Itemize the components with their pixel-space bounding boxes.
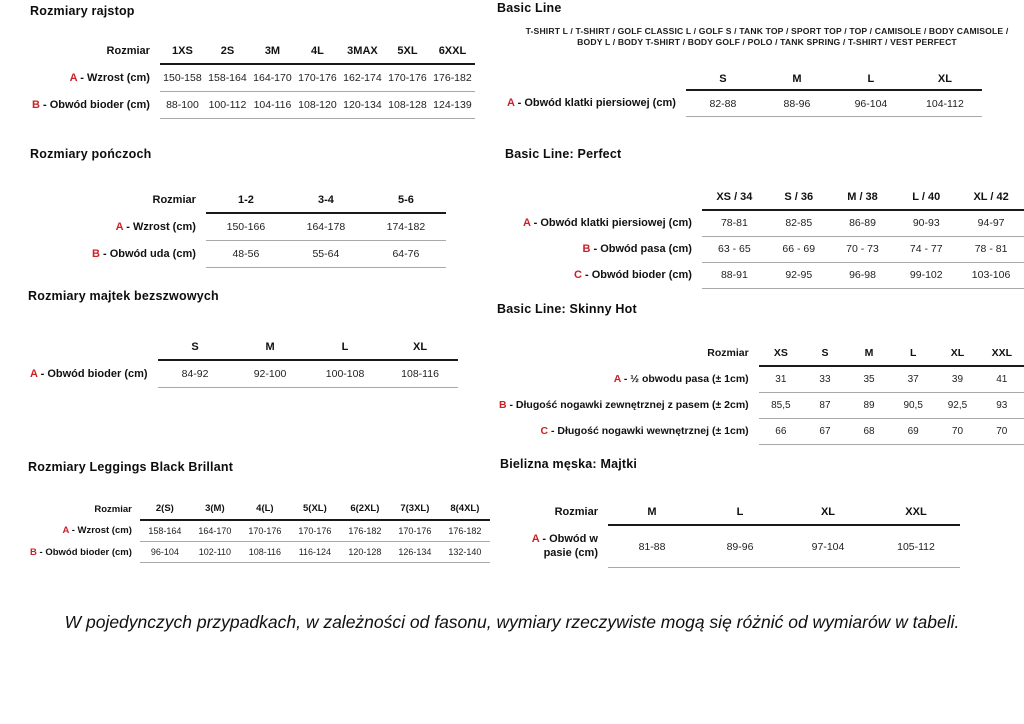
column-header: L <box>696 499 784 525</box>
row-label: A - Obwód w pasie (cm) <box>531 533 598 560</box>
cell-value: 85,5 <box>759 392 803 418</box>
cell-value: 120-128 <box>340 542 390 563</box>
column-header: 3M <box>250 38 295 64</box>
cell-value: 68 <box>847 418 891 444</box>
cell-value: 70 - 73 <box>831 236 895 262</box>
section-rozmiary-leggings <box>28 460 490 563</box>
row-letter: A <box>69 71 78 84</box>
table-row <box>521 210 1024 236</box>
cell-value: 33 <box>803 366 847 392</box>
cell-value: 170-176 <box>390 520 440 542</box>
table-corner-label: Rozmiar <box>554 506 598 518</box>
row-label: C - Długość nogawki wewnętrznej (± 1cm) <box>540 425 749 437</box>
cell-value: 81-88 <box>608 525 696 568</box>
cell-value: 66 <box>759 418 803 444</box>
column-header: 3(M) <box>190 498 240 520</box>
table-row <box>497 366 1024 392</box>
cell-value: 39 <box>935 366 979 392</box>
table-row <box>30 92 475 119</box>
cell-value: 97-104 <box>784 525 872 568</box>
row-letter: A <box>531 533 540 545</box>
column-header: M <box>608 499 696 525</box>
cell-value: 64-76 <box>366 241 446 268</box>
header-row <box>505 69 982 90</box>
size-table <box>28 498 490 563</box>
column-header: 8(4XL) <box>440 498 490 520</box>
table-row <box>28 360 458 388</box>
cell-value: 126-134 <box>390 542 440 563</box>
cell-value: 90,5 <box>891 392 935 418</box>
row-letter: A <box>30 367 38 380</box>
cell-value: 63 - 65 <box>702 236 767 262</box>
leggings-size-table <box>28 498 490 563</box>
cell-value: 70 <box>980 418 1024 444</box>
table-corner-label: Rozmiar <box>152 194 196 206</box>
section-rozmiary-ponczoch <box>30 147 446 268</box>
cell-value: 31 <box>759 366 803 392</box>
cell-value: 162-174 <box>340 64 385 92</box>
cell-value: 103-106 <box>958 262 1024 288</box>
section-rozmiary-majtek-bezszwowych <box>28 289 458 388</box>
cell-value: 170-176 <box>240 520 290 542</box>
seamless-briefs-size-table <box>28 335 458 388</box>
header-row <box>497 340 1024 366</box>
table-row <box>28 520 490 542</box>
cell-value: 90-93 <box>894 210 958 236</box>
column-header: 4L <box>295 38 340 64</box>
basic-line-product-list: T-SHIRT L / T-SHIRT / GOLF CLASSIC L / GOLF S / TANK TOP / SPORT TOP / TOP / CAMISOLE / BODY CAMISOLE / BODY L / BODY T-SHIRT / BODY GOLF / POLO / TANK SPRING / T-SHIRT / VEST PERFECT <box>525 26 1009 47</box>
cell-value: 92,5 <box>935 392 979 418</box>
cell-value: 170-176 <box>385 64 430 92</box>
cell-value: 174-182 <box>366 213 446 241</box>
column-header: XL <box>908 69 982 90</box>
cell-value: 108-128 <box>385 92 430 119</box>
cell-value: 78-81 <box>702 210 767 236</box>
row-letter: A <box>507 97 515 110</box>
cell-value: 70 <box>935 418 979 444</box>
section-title: Bielizna męska: Majtki <box>500 457 638 471</box>
column-header: S <box>686 69 760 90</box>
header-row <box>28 498 490 520</box>
column-header: XL <box>935 340 979 366</box>
table-corner-label <box>505 69 686 90</box>
row-label: A - ½ obwodu pasa (± 1cm) <box>613 373 749 385</box>
skinny-hot-size-table <box>497 340 1024 445</box>
table-row <box>90 241 446 268</box>
column-header: XS / 34 <box>702 185 767 210</box>
table-row <box>506 525 960 568</box>
section-title: Rozmiary rajstop <box>30 4 135 18</box>
cell-value: 116-124 <box>290 542 340 563</box>
section-title: Basic Line <box>497 1 562 15</box>
basic-line-size-table <box>505 69 1017 117</box>
cell-value: 176-182 <box>340 520 390 542</box>
table-row <box>497 418 1024 444</box>
row-letter: B <box>582 243 591 255</box>
column-header: M / 38 <box>831 185 895 210</box>
column-header: 6XXL <box>430 38 475 64</box>
column-header: S / 36 <box>767 185 831 210</box>
size-table <box>28 335 458 388</box>
row-label: A - Obwód klatki piersiowej (cm) <box>507 97 676 110</box>
cell-value: 132-140 <box>440 542 490 563</box>
column-header: 7(3XL) <box>390 498 440 520</box>
cell-value: 92-100 <box>233 360 308 388</box>
section-title: Basic Line: Skinny Hot <box>497 302 637 316</box>
table-row <box>28 542 490 563</box>
section-basic-line <box>497 1 1017 117</box>
table-corner-label <box>28 335 158 360</box>
cell-value: 102-110 <box>190 542 240 563</box>
cell-value: 94-97 <box>958 210 1024 236</box>
cell-value: 158-164 <box>205 64 250 92</box>
column-header: XL <box>784 499 872 525</box>
cell-value: 150-166 <box>206 213 286 241</box>
cell-value: 88-96 <box>760 90 834 116</box>
cell-value: 120-134 <box>340 92 385 119</box>
row-letter: B <box>30 546 37 558</box>
row-label: B - Obwód bioder (cm) <box>30 546 132 558</box>
size-table <box>30 38 475 119</box>
cell-value: 88-91 <box>702 262 767 288</box>
cell-value: 41 <box>980 366 1024 392</box>
cell-value: 96-98 <box>831 262 895 288</box>
column-header: 5(XL) <box>290 498 340 520</box>
cell-value: 69 <box>891 418 935 444</box>
section-title: Rozmiary majtek bezszwowych <box>28 289 219 303</box>
row-letter: A <box>115 220 124 233</box>
table-corner-label: Rozmiar <box>94 503 132 515</box>
cell-value: 84-92 <box>158 360 233 388</box>
section-basic-line-perfect <box>505 147 1024 289</box>
table-row <box>90 213 446 241</box>
stockings-size-table <box>60 187 446 268</box>
size-table <box>521 185 1024 289</box>
size-table <box>505 69 982 117</box>
size-table <box>90 187 446 268</box>
table-corner-label <box>521 185 702 210</box>
cell-value: 104-112 <box>908 90 982 116</box>
row-label: B - Obwód bioder (cm) <box>32 99 150 111</box>
table-row <box>30 64 475 92</box>
section-rozmiary-rajstop <box>30 4 475 119</box>
cell-value: 88-100 <box>160 92 205 119</box>
cell-value: 170-176 <box>295 64 340 92</box>
column-header: S <box>803 340 847 366</box>
row-label: B - Obwód pasa (cm) <box>582 243 692 255</box>
cell-value: 86-89 <box>831 210 895 236</box>
column-header: 3-4 <box>286 187 366 213</box>
row-label: A - Obwód klatki piersiowej (cm) <box>523 217 692 229</box>
column-header: L <box>891 340 935 366</box>
cell-value: 74 - 77 <box>894 236 958 262</box>
cell-value: 105-112 <box>872 525 960 568</box>
cell-value: 35 <box>847 366 891 392</box>
perfect-size-table <box>521 185 1024 289</box>
cell-value: 108-116 <box>240 542 290 563</box>
row-label: A - Obwód bioder (cm) <box>30 367 148 380</box>
column-header: XXL <box>980 340 1024 366</box>
cell-value: 48-56 <box>206 241 286 268</box>
size-table <box>497 340 1024 445</box>
cell-value: 108-116 <box>383 360 458 388</box>
row-label: B - Długość nogawki zewnętrznej z pasem (± 2cm) <box>499 399 749 411</box>
cell-value: 78 - 81 <box>958 236 1024 262</box>
cell-value: 96-104 <box>834 90 908 116</box>
table-corner-label: Rozmiar <box>106 45 150 57</box>
cell-value: 66 - 69 <box>767 236 831 262</box>
cell-value: 176-182 <box>440 520 490 542</box>
column-header: XL <box>383 335 458 360</box>
column-header: 6(2XL) <box>340 498 390 520</box>
row-letter: B <box>499 399 507 411</box>
column-header: L <box>308 335 383 360</box>
table-corner-label: Rozmiar <box>707 347 749 359</box>
header-row <box>521 185 1024 210</box>
cell-value: 164-170 <box>190 520 240 542</box>
column-header: 3MAX <box>340 38 385 64</box>
column-header: M <box>847 340 891 366</box>
row-label: B - Obwód uda (cm) <box>92 248 196 260</box>
row-letter: C <box>540 425 549 437</box>
header-row <box>28 335 458 360</box>
row-label: A - Wzrost (cm) <box>115 220 196 233</box>
column-header: XS <box>759 340 803 366</box>
section-title: Rozmiary Leggings Black Brillant <box>28 460 234 474</box>
header-row <box>90 187 446 213</box>
column-header: 1XS <box>160 38 205 64</box>
cell-value: 158-164 <box>140 520 190 542</box>
cell-value: 89-96 <box>696 525 784 568</box>
mens-briefs-size-table <box>506 499 960 568</box>
cell-value: 96-104 <box>140 542 190 563</box>
section-title: Rozmiary pończoch <box>30 147 152 161</box>
table-row <box>497 392 1024 418</box>
cell-value: 89 <box>847 392 891 418</box>
section-title: Basic Line: Perfect <box>505 147 622 161</box>
cell-value: 55-64 <box>286 241 366 268</box>
tights-size-table <box>30 38 475 119</box>
column-header: S <box>158 335 233 360</box>
table-row <box>521 262 1024 288</box>
cell-value: 37 <box>891 366 935 392</box>
row-letter: B <box>92 248 100 260</box>
cell-value: 67 <box>803 418 847 444</box>
cell-value: 87 <box>803 392 847 418</box>
column-header: L / 40 <box>894 185 958 210</box>
cell-value: 104-116 <box>250 92 295 119</box>
cell-value: 99-102 <box>894 262 958 288</box>
cell-value: 100-112 <box>205 92 250 119</box>
row-label: A - Wzrost (cm) <box>62 525 132 537</box>
header-row <box>506 499 960 525</box>
header-row <box>30 38 475 64</box>
cell-value: 108-120 <box>295 92 340 119</box>
row-label: A - Wzrost (cm) <box>69 71 150 84</box>
section-bielizna-meska-majtki <box>500 457 960 568</box>
cell-value: 93 <box>980 392 1024 418</box>
row-letter: A <box>523 217 531 229</box>
row-letter: A <box>613 373 621 385</box>
column-header: 2S <box>205 38 250 64</box>
column-header: 1-2 <box>206 187 286 213</box>
cell-value: 82-85 <box>767 210 831 236</box>
cell-value: 164-178 <box>286 213 366 241</box>
cell-value: 170-176 <box>290 520 340 542</box>
column-header: M <box>233 335 308 360</box>
cell-value: 176-182 <box>430 64 475 92</box>
column-header: XL / 42 <box>958 185 1024 210</box>
column-header: M <box>760 69 834 90</box>
column-header: 4(L) <box>240 498 290 520</box>
column-header: XXL <box>872 499 960 525</box>
row-letter: A <box>62 525 70 537</box>
row-label: C - Obwód bioder (cm) <box>573 269 692 281</box>
cell-value: 164-170 <box>250 64 295 92</box>
page-footnote: W pojedynczych przypadkach, w zależności od fasonu, wymiary rzeczywiste mogą się różnić od wymiarów w tabeli. <box>64 612 960 632</box>
cell-value: 82-88 <box>686 90 760 116</box>
cell-value: 150-158 <box>160 64 205 92</box>
column-header: 5-6 <box>366 187 446 213</box>
table-row <box>505 90 982 116</box>
column-header: 2(S) <box>140 498 190 520</box>
cell-value: 92-95 <box>767 262 831 288</box>
column-header: 5XL <box>385 38 430 64</box>
cell-value: 100-108 <box>308 360 383 388</box>
row-letter: C <box>573 269 582 281</box>
column-header: L <box>834 69 908 90</box>
section-basic-line-skinny-hot <box>497 302 1024 445</box>
row-letter: B <box>32 99 40 111</box>
size-table <box>506 499 960 568</box>
cell-value: 124-139 <box>430 92 475 119</box>
table-row <box>521 236 1024 262</box>
